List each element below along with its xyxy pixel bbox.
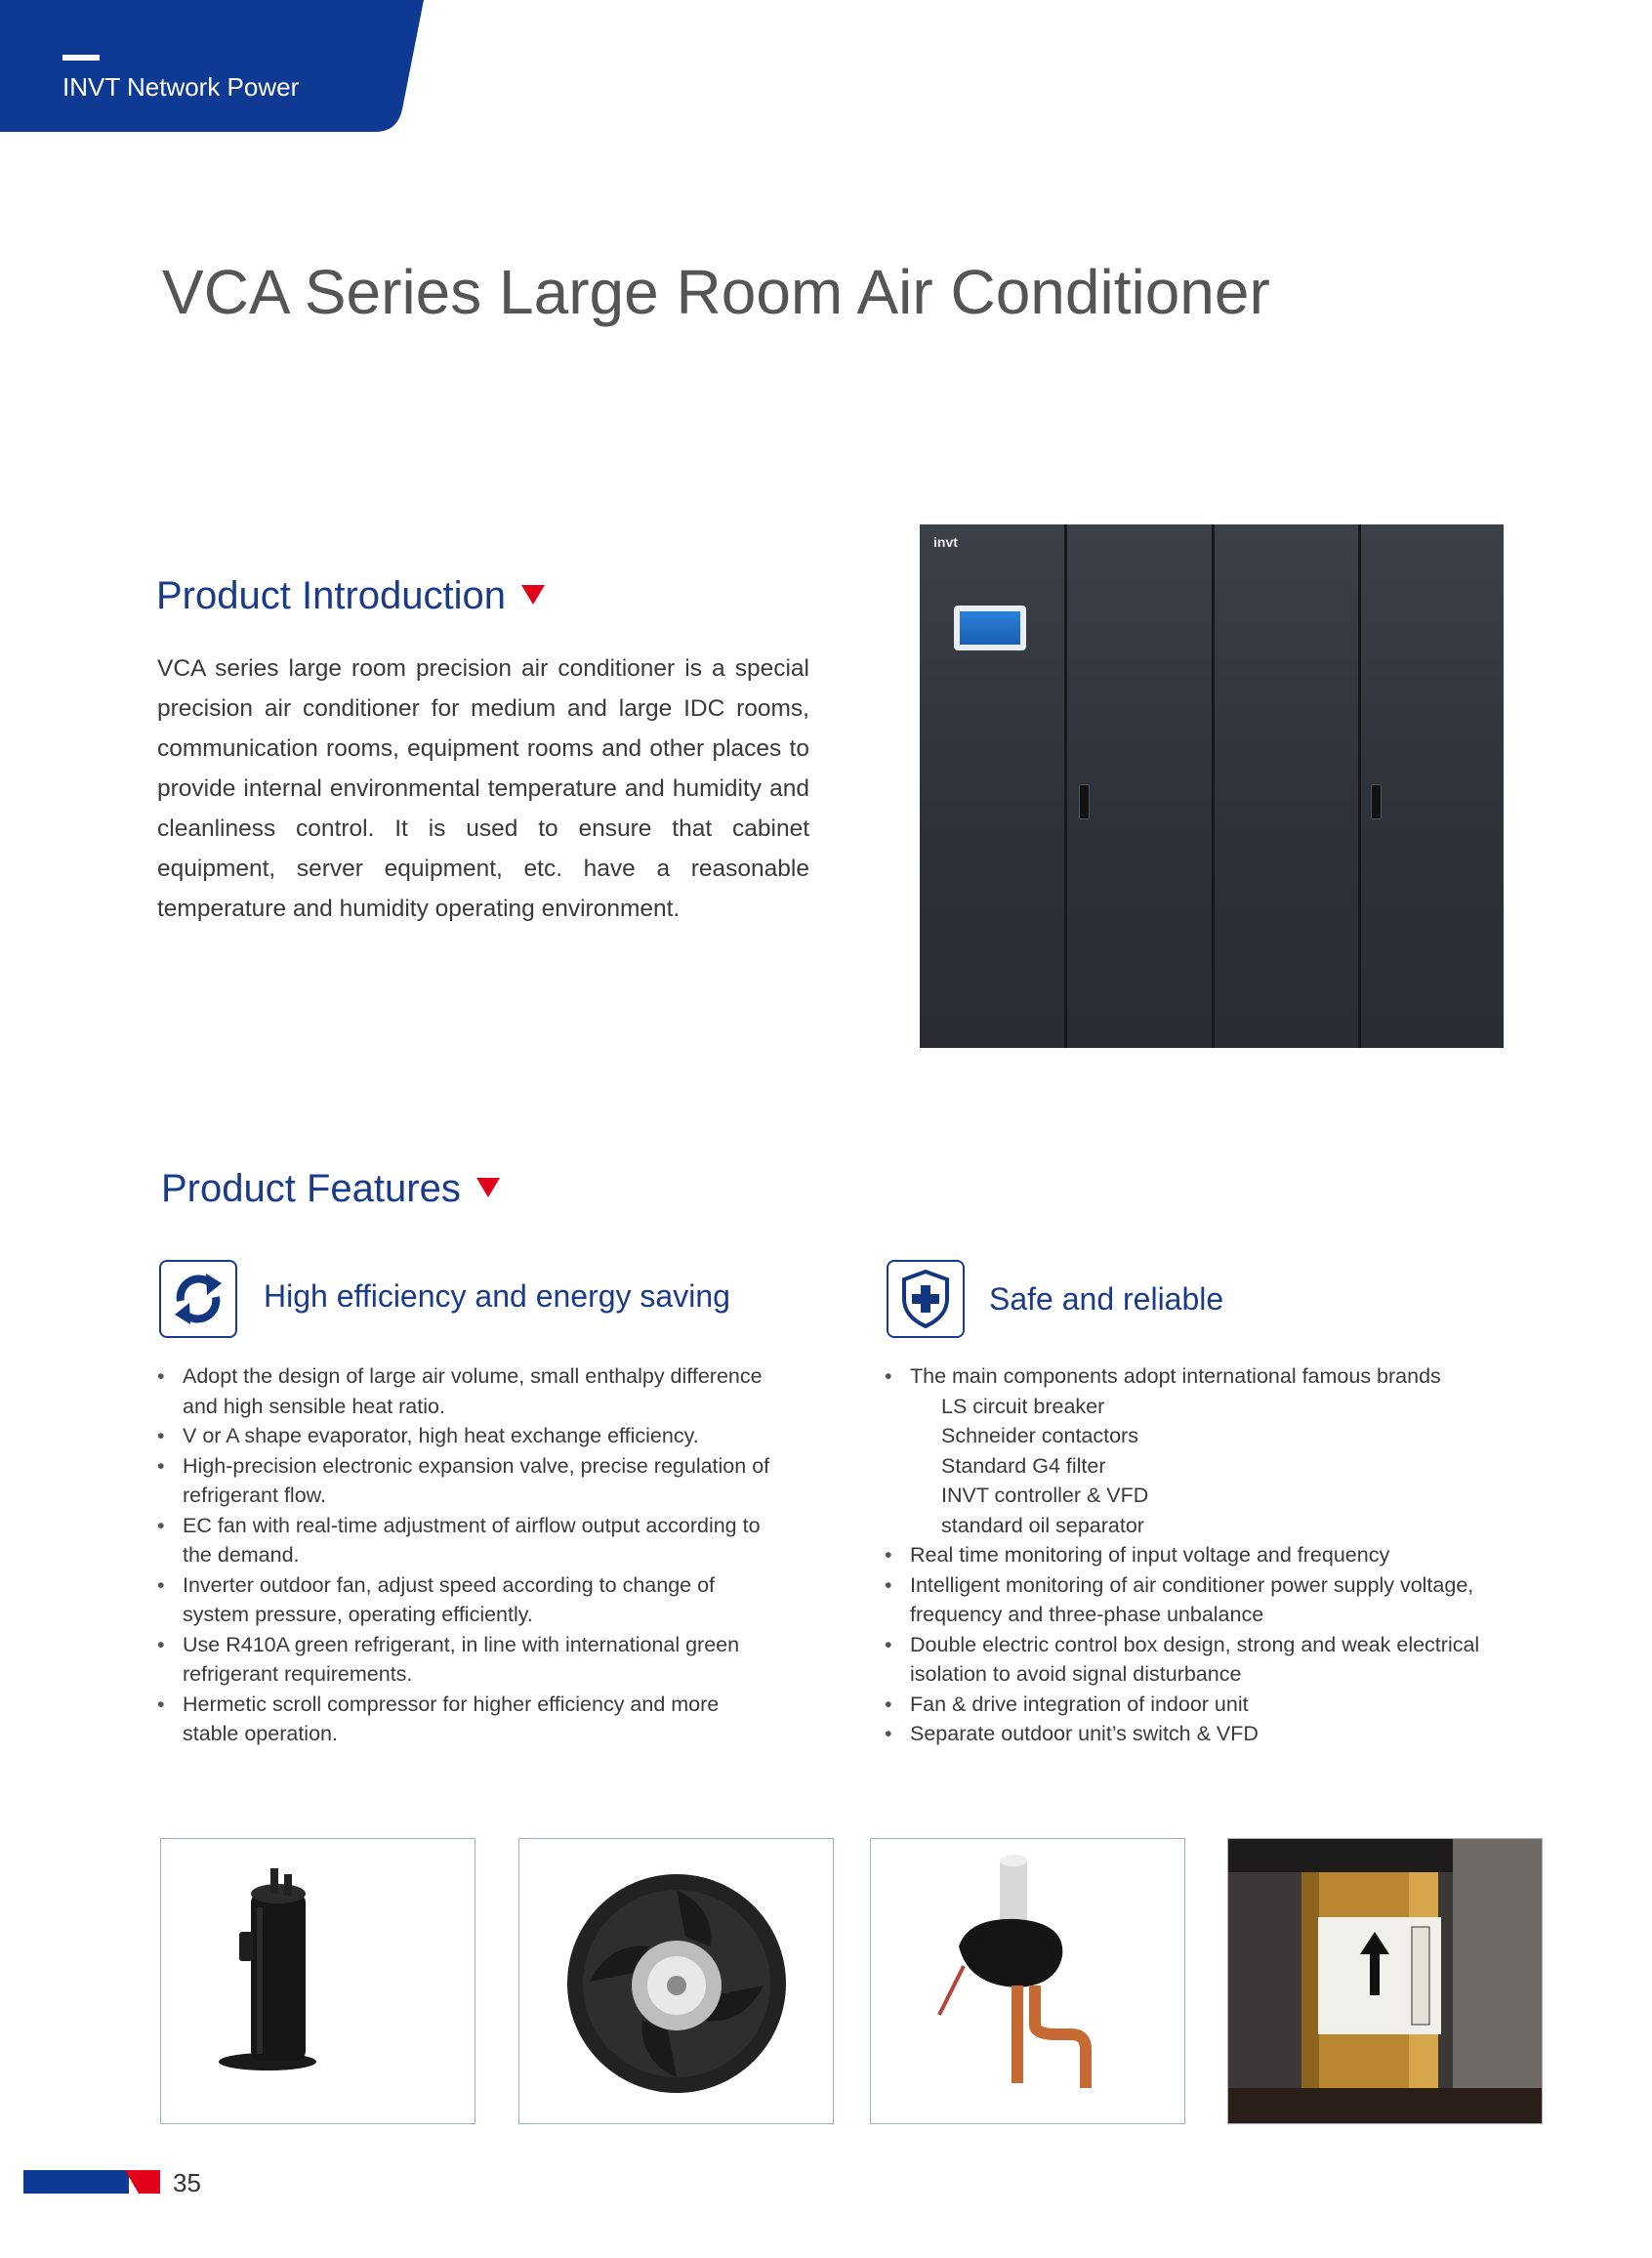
feature-title-safety: Safe and reliable [989, 1281, 1224, 1317]
bullet-item: • Inverter outdoor fan, adjust speed according to change of [157, 1570, 841, 1601]
ec-fan-photo [518, 1838, 834, 2124]
unit-logo: invt [933, 534, 958, 550]
sub-item: Schneider contactors [941, 1424, 1138, 1447]
expansion-valve-photo [870, 1838, 1185, 2124]
triangle-down-icon [476, 1178, 500, 1197]
bullet-item: • The main components adopt international famous brands [885, 1361, 1558, 1392]
sub-item: standard oil separator [941, 1513, 1144, 1537]
door-divider [1212, 524, 1215, 1048]
header-dash [62, 55, 100, 61]
intro-paragraph: VCA series large room precision air conditioner is a special precision air conditioner for medium and large IDC rooms, communication rooms, equipment rooms and other places to provide internal environmental temperature and humidity and cleanliness control. It is used to ensure that cabinet equipment, server equipment, etc. have a reasonable temperature and humidity operating environment. [157, 655, 809, 922]
sub-item: INVT controller & VFD [941, 1484, 1149, 1507]
features-heading-text: Product Features [161, 1167, 461, 1210]
footer-bar [23, 2170, 160, 2194]
pressure-switch-photo [1227, 1838, 1543, 2124]
bullet-item: • High-precision electronic expansion valve, precise regulation of [157, 1451, 841, 1482]
compressor-photo [160, 1838, 475, 2124]
bullet-continuation: frequency and three-phase unbalance [910, 1603, 1264, 1626]
bullet-continuation: and high sensible heat ratio. [183, 1394, 445, 1418]
intro-heading [156, 574, 545, 618]
shield-cross-icon [887, 1260, 965, 1338]
efficiency-bullet-list [157, 1361, 841, 1749]
brand-name: INVT Network Power [62, 72, 300, 102]
page-number: 35 [173, 2168, 201, 2197]
bullet-item: • Hermetic scroll compressor for higher efficiency and more [157, 1690, 841, 1720]
bullet-item: • Double electric control box design, strong and weak electrical [885, 1630, 1558, 1660]
bullet-continuation: refrigerant requirements. [183, 1662, 413, 1686]
header-tab [0, 0, 430, 132]
bullet-continuation: stable operation. [183, 1722, 338, 1745]
bullet-item: • Fan & drive integration of indoor unit [885, 1690, 1558, 1720]
bullet-continuation: isolation to avoid signal disturbance [910, 1662, 1242, 1686]
intro-heading-text: Product Introduction [156, 574, 506, 617]
air-conditioner-unit-image [920, 524, 1504, 1048]
bullet-item: • Use R410A green refrigerant, in line with international green [157, 1630, 841, 1660]
bullet-continuation: system pressure, operating efficiently. [183, 1603, 533, 1626]
door-divider [1064, 524, 1067, 1048]
triangle-down-icon [521, 585, 545, 605]
sub-item: Standard G4 filter [941, 1453, 1106, 1478]
bullet-continuation: the demand. [183, 1543, 300, 1567]
bullet-item: • Real time monitoring of input voltage and frequency [885, 1540, 1558, 1570]
door-divider [1358, 524, 1361, 1048]
bullet-item: • Intelligent monitoring of air conditioner power supply voltage, [885, 1570, 1558, 1601]
bullet-continuation: refrigerant flow. [183, 1484, 326, 1507]
feature-title-efficiency: High efficiency and energy saving [264, 1278, 730, 1314]
door-handle [1079, 784, 1090, 819]
bullet-item: • Separate outdoor unit’s switch & VFD [885, 1719, 1558, 1749]
safety-bullet-list [885, 1361, 1558, 1749]
cycle-arrows-icon [159, 1260, 237, 1338]
bullet-item: • EC fan with real-time adjustment of airflow output according to [157, 1511, 841, 1541]
bullet-item: • V or A shape evaporator, high heat exchange efficiency. [157, 1421, 841, 1451]
bullet-item: • Adopt the design of large air volume, small enthalpy difference [157, 1361, 841, 1392]
control-screen [954, 606, 1026, 650]
features-heading [161, 1167, 500, 1211]
page-title: VCA Series Large Room Air Conditioner [162, 257, 1270, 327]
door-handle [1371, 784, 1382, 819]
sub-item: LS circuit breaker [941, 1394, 1105, 1418]
